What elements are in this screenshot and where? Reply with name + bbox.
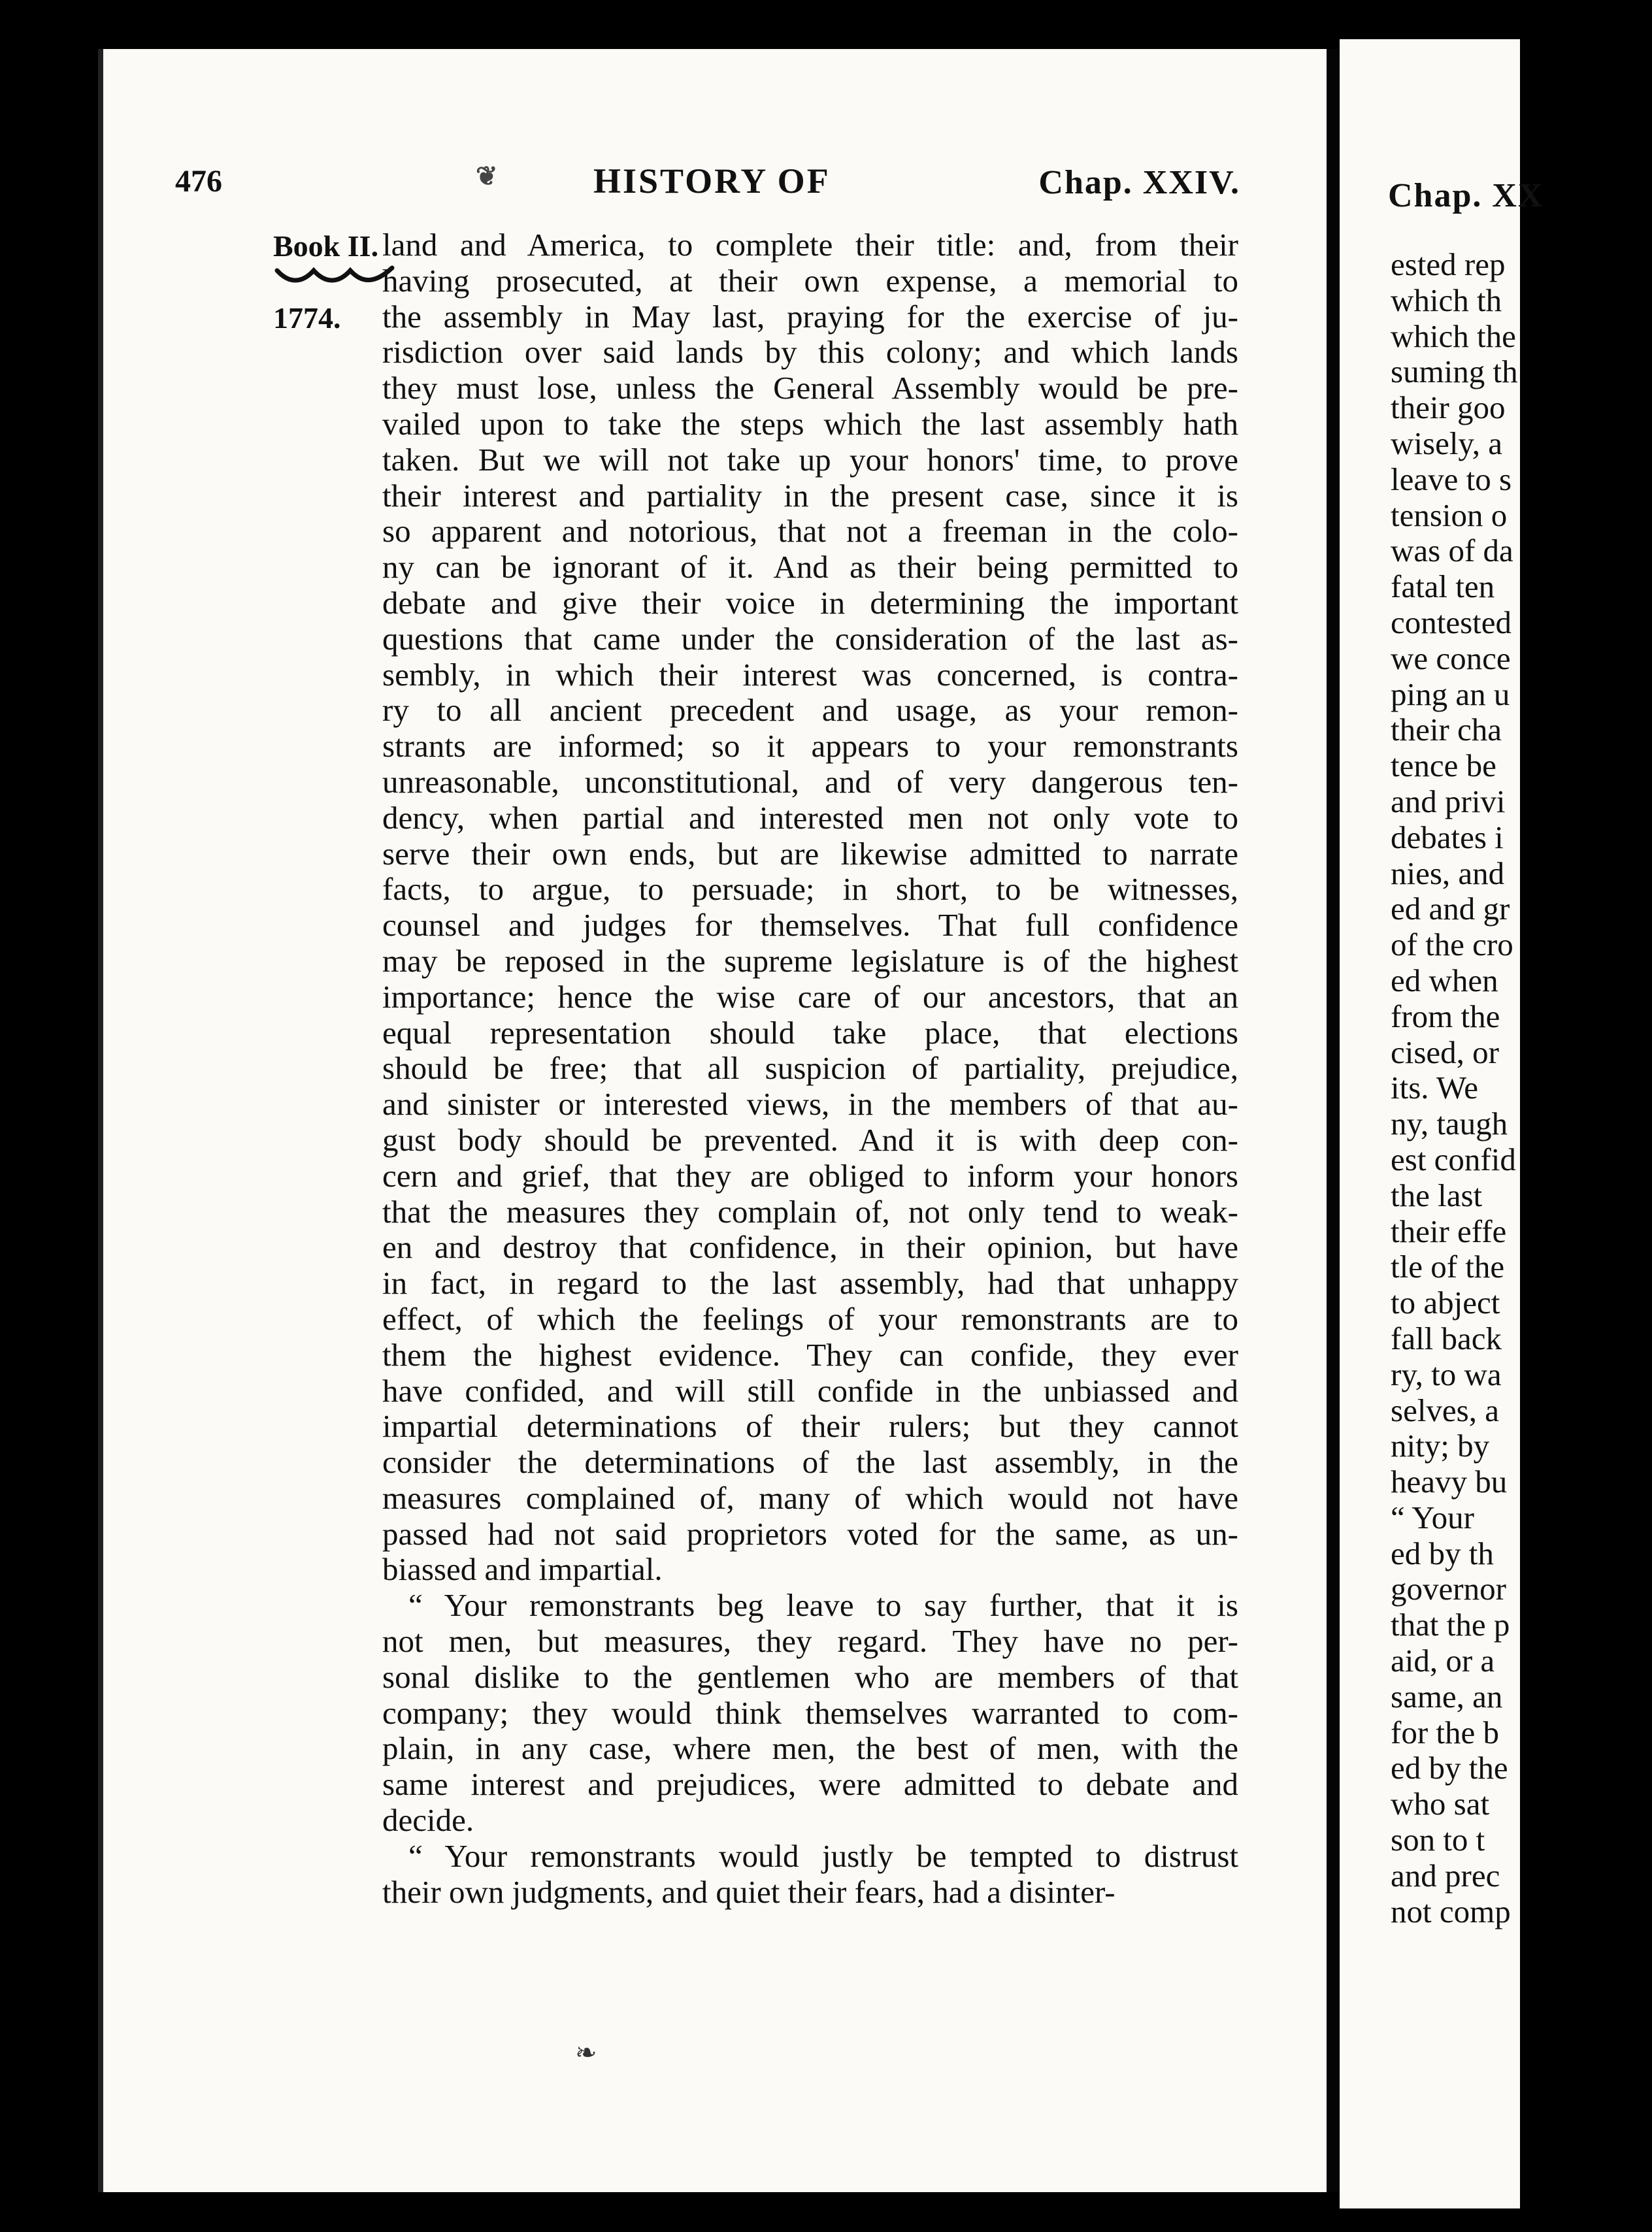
text-line: sembly, in which their interest was concerned, is contra-	[382, 656, 1238, 693]
text-line: facts, to argue, to persuade; in short, to be witnesses,	[382, 871, 1238, 908]
right-text-line: fatal ten	[1391, 568, 1495, 605]
text-line: that the measures they complain of, not only tend to weak-	[382, 1193, 1238, 1230]
text-line: sonal dislike to the gentlemen who are members of that	[382, 1658, 1238, 1695]
text-line: “ Your remonstrants would justly be tempted to distrust	[408, 1837, 1238, 1874]
text-line: ny can be ignorant of it. And as their being permitted to	[382, 549, 1238, 585]
text-line: dency, when partial and interested men not only vote to	[382, 799, 1238, 836]
right-text-line: which th	[1391, 282, 1502, 318]
text-line: questions that came under the consideration of the last as-	[382, 620, 1238, 657]
page-title: HISTORY OF	[593, 161, 831, 201]
right-text-line: which the	[1391, 318, 1516, 354]
text-line: cern and grief, that they are obliged to inform your honors	[382, 1157, 1238, 1194]
right-text-line: ed by the	[1391, 1750, 1508, 1786]
text-line: gust body should be prevented. And it is with deep con-	[382, 1121, 1238, 1158]
text-line: may be reposed in the supreme legislature is of the highest	[382, 942, 1238, 979]
right-text-line: their effe	[1391, 1213, 1507, 1249]
main-text-column	[382, 227, 1238, 1910]
right-text-line: ed when	[1391, 962, 1498, 998]
right-text-line: not comp	[1391, 1893, 1511, 1929]
text-line: counsel and judges for themselves. That full confidence	[382, 907, 1238, 944]
text-line: their interest and partiality in the present case, since it is	[382, 477, 1238, 514]
right-text-line: ping an u	[1391, 676, 1510, 712]
text-line: vailed upon to take the steps which the last assembly hath	[382, 405, 1238, 442]
text-line: have confided, and will still confide in the unbiassed and	[382, 1372, 1238, 1409]
text-line: serve their own ends, but are likewise admitted to narrate	[382, 835, 1238, 872]
right-text-line: their cha	[1391, 712, 1502, 748]
right-text-line: suming th	[1391, 353, 1518, 390]
right-text-line: and privi	[1391, 783, 1506, 819]
text-line: biassed and impartial.	[382, 1551, 663, 1588]
header-ornament-icon: ❦	[476, 161, 498, 191]
text-line: should be free; that all suspicion of partiality, prejudice,	[382, 1050, 1238, 1087]
right-text-line: aid, or a	[1391, 1643, 1495, 1679]
text-line: they must lose, unless the General Assembly would be pre-	[382, 370, 1238, 406]
right-text-line: ested rep	[1391, 246, 1506, 282]
right-text-line: the last	[1391, 1177, 1483, 1213]
right-text-line: and prec	[1391, 1857, 1500, 1894]
right-text-line: that the p	[1391, 1607, 1510, 1643]
right-text-line: we conce	[1391, 640, 1511, 676]
right-text-line: nity; by	[1391, 1428, 1490, 1464]
right-text-line: contested	[1391, 604, 1512, 640]
right-text-line: debates i	[1391, 819, 1504, 855]
right-text-line: ry, to wa	[1391, 1356, 1502, 1392]
right-text-line: ed by th	[1391, 1535, 1494, 1571]
right-text-line: nies, and	[1391, 855, 1505, 891]
margin-book-label: Book II.	[273, 229, 379, 263]
right-text-line: of the cro	[1391, 927, 1513, 963]
text-line: equal representation should take place, that elections	[382, 1014, 1238, 1051]
chapter-label: Chap. XXIV.	[1038, 164, 1240, 201]
text-line: impartial determinations of their rulers; but they cannot	[382, 1408, 1238, 1445]
text-line: land and America, to complete their title: and, from their	[382, 227, 1238, 263]
right-chapter-label: Chap. XX	[1388, 177, 1544, 214]
text-line: measures complained of, many of which would not have	[382, 1479, 1238, 1516]
right-text-line: wisely, a	[1391, 425, 1502, 461]
right-text-line: governor	[1391, 1571, 1506, 1607]
text-line: effect, of which the feelings of your remonstrants are to	[382, 1300, 1238, 1337]
text-line: debate and give their voice in determining the important	[382, 584, 1238, 621]
right-text-line: same, an	[1391, 1678, 1503, 1715]
text-line: plain, in any case, where men, the best of men, with the	[382, 1730, 1238, 1767]
right-text-line: its. We	[1391, 1070, 1478, 1106]
text-line: so apparent and notorious, that not a freeman in the colo-	[382, 513, 1238, 550]
right-text-line: was of da	[1391, 533, 1513, 569]
text-line: unreasonable, unconstitutional, and of very dangerous ten-	[382, 763, 1238, 800]
text-line: company; they would think themselves warranted to com-	[382, 1694, 1238, 1731]
text-line: having prosecuted, at their own expense, a memorial to	[382, 262, 1238, 299]
text-line: risdiction over said lands by this colony; and which lands	[382, 334, 1238, 370]
text-line: them the highest evidence. They can confide, they ever	[382, 1336, 1238, 1373]
footer-ornament-icon: ❧	[575, 2038, 597, 2067]
right-text-line: son to t	[1391, 1822, 1485, 1858]
text-line: and sinister or interested views, in the members of that au-	[382, 1086, 1238, 1123]
right-text-line: “ Your	[1391, 1499, 1474, 1535]
text-line: in fact, in regard to the last assembly, had that unhappy	[382, 1265, 1238, 1302]
text-line: strants are informed; so it appears to your remonstrants	[382, 728, 1238, 764]
text-line: the assembly in May last, praying for the exercise of ju-	[382, 298, 1238, 335]
text-line: importance; hence the wise care of our ancestors, that an	[382, 978, 1238, 1015]
text-line: their own judgments, and quiet their fears, had a disinter-	[382, 1873, 1115, 1910]
right-text-line: tension o	[1391, 497, 1508, 533]
swash-ornament-icon	[276, 261, 393, 287]
right-text-line: leave to s	[1391, 461, 1512, 497]
right-page-fragment	[1340, 39, 1544, 2208]
right-text-line: cised, or	[1391, 1034, 1499, 1070]
right-text-line: from the	[1391, 998, 1500, 1034]
right-text-line: selves, a	[1391, 1392, 1499, 1428]
margin-year-label: 1774.	[273, 301, 341, 335]
right-text-line: tence be	[1391, 747, 1496, 784]
right-text-line: to abject	[1391, 1285, 1500, 1321]
right-text-line: who sat	[1391, 1786, 1490, 1822]
right-text-line: ed and gr	[1391, 891, 1510, 927]
right-text-line: tle of the	[1391, 1249, 1505, 1285]
right-text-line: their goo	[1391, 389, 1506, 426]
right-text-column	[1391, 247, 1652, 1929]
text-line: passed had not said proprietors voted for the same, as un-	[382, 1515, 1238, 1552]
text-line: ry to all ancient precedent and usage, as your remon-	[382, 692, 1238, 729]
text-line: decide.	[382, 1802, 474, 1839]
text-line: consider the determinations of the last assembly, in the	[382, 1444, 1238, 1481]
right-text-line: heavy bu	[1391, 1464, 1508, 1500]
text-line: en and destroy that confidence, in their opinion, but have	[382, 1229, 1238, 1266]
right-text-line: for the b	[1391, 1714, 1499, 1750]
right-text-line: ny, taugh	[1391, 1106, 1508, 1142]
text-line: same interest and prejudices, were admitted to debate and	[382, 1766, 1238, 1803]
right-text-line: est confid	[1391, 1141, 1516, 1177]
text-line: “ Your remonstrants beg leave to say further, that it is	[408, 1587, 1238, 1624]
running-header	[175, 157, 1253, 216]
right-text-line: fall back	[1391, 1320, 1502, 1356]
text-line: not men, but measures, they regard. They have no per-	[382, 1623, 1238, 1660]
book-gutter	[1327, 49, 1340, 2192]
page-number: 476	[175, 164, 222, 199]
text-line: taken. But we will not take up your honors' time, to prove	[382, 441, 1238, 478]
